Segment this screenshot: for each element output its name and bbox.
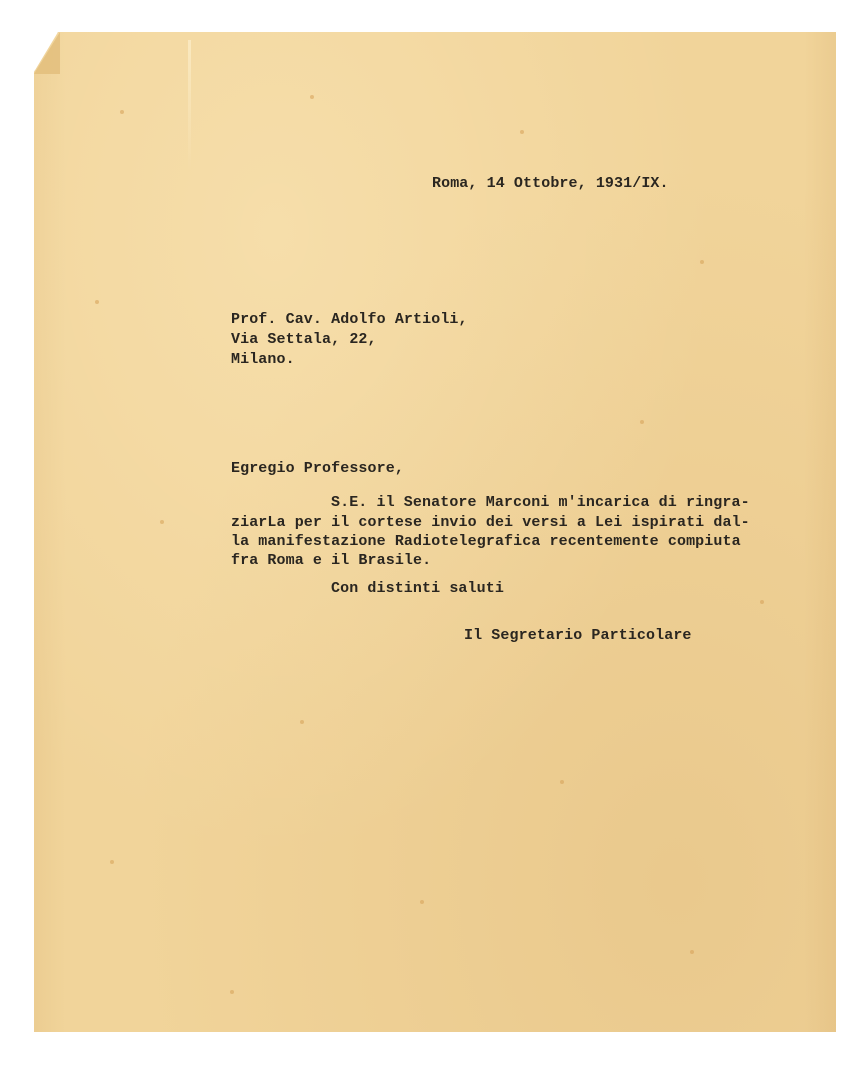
body-line: S.E. il Senatore Marconi m'incarica di ringra-	[331, 494, 750, 511]
body-line: la manifestazione Radiotelegrafica recentemente compiuta	[231, 533, 741, 550]
recipient-line: Via Settala, 22,	[231, 331, 377, 348]
recipient-line: Prof. Cav. Adolfo Artioli,	[231, 311, 468, 328]
signature-title: Il Segretario Particolare	[464, 627, 692, 644]
recipient-line: Milano.	[231, 351, 295, 368]
salutation: Egregio Professore,	[231, 460, 404, 477]
dateline: Roma, 14 Ottobre, 1931/IX.	[432, 175, 669, 192]
folded-corner	[34, 32, 60, 74]
body-line: ziarLa per il cortese invio dei versi a Lei ispirati dal-	[231, 514, 750, 531]
paper-crease	[188, 40, 191, 170]
body-line: fra Roma e il Brasile.	[231, 552, 432, 569]
closing: Con distinti saluti	[331, 580, 504, 597]
